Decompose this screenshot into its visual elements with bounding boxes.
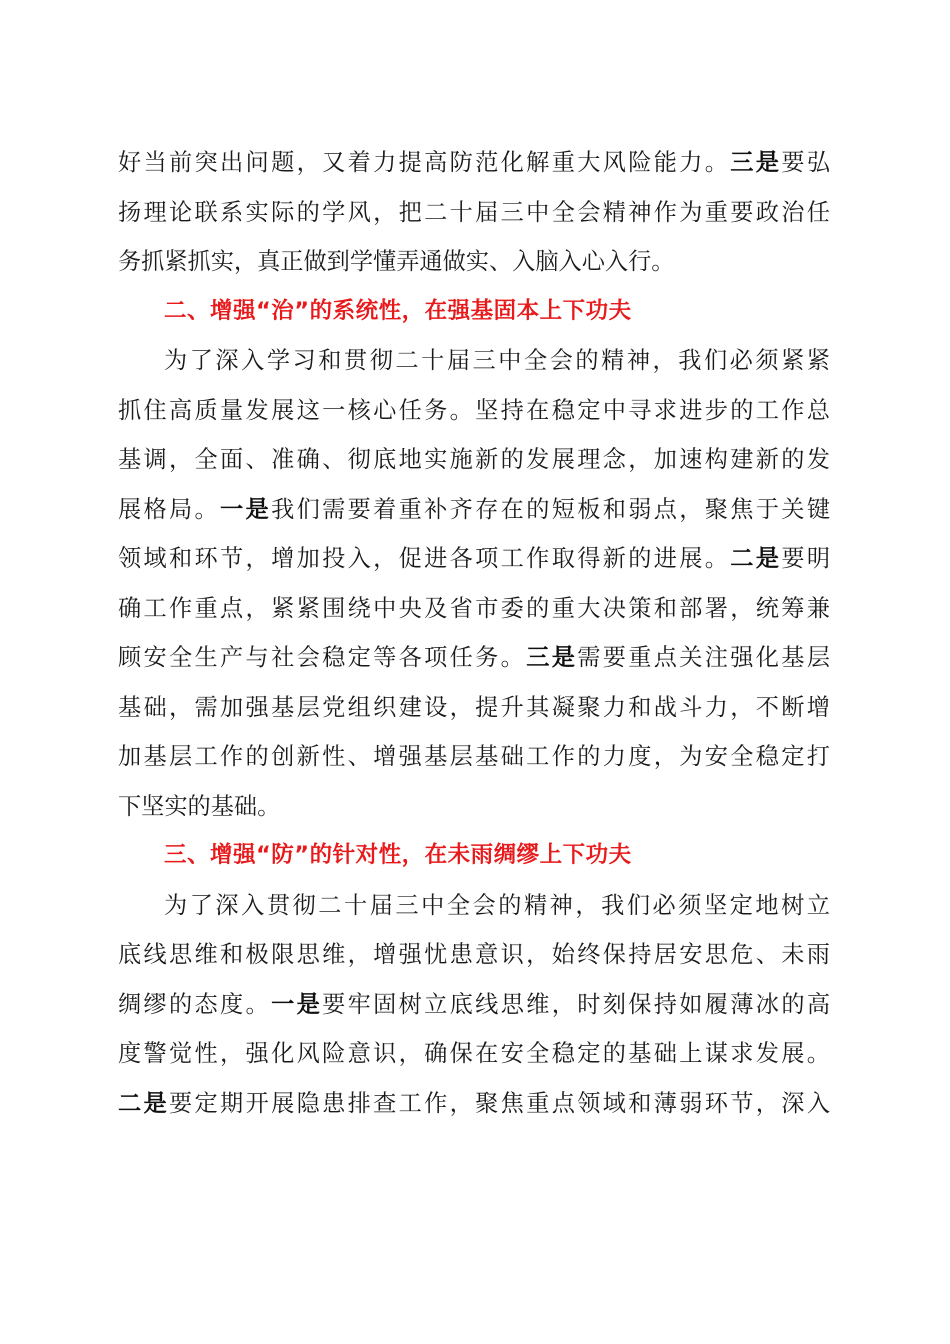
text-line [118, 1029, 830, 1079]
text-run: 为了深入贯彻二十届三中全会的精神，我们必须坚定地树立 [164, 891, 830, 919]
text-line [118, 336, 830, 386]
bold-keyword: 二是 [118, 1089, 170, 1117]
text-line [118, 584, 830, 634]
text-run: 基调，全面、准确、彻底地实施新的发展理念，加速构建新的发 [118, 446, 830, 473]
text-line [118, 881, 830, 931]
text-line [118, 237, 830, 287]
bold-keyword: 二是 [730, 545, 782, 572]
text-run: 顾安全生产与社会稳定等各项任务。 [118, 644, 527, 671]
bold-keyword: 一是 [220, 495, 272, 523]
text-line [118, 386, 830, 436]
text-line [118, 534, 830, 584]
text-line [118, 435, 830, 485]
text-run: 要牢固树立底线思维，时刻保持如履薄冰的高 [322, 990, 831, 1018]
text-run: 我们需要着重补齐存在的短板和弱点，聚焦于关键 [271, 495, 831, 523]
text-run: 确工作重点，紧紧围绕中央及省市委的重大决策和部署，统筹兼 [118, 594, 830, 622]
text-run: 抓住高质量发展这一核心任务。坚持在稳定中寻求进步的工作总 [118, 396, 830, 424]
text-line [118, 485, 830, 535]
text-line [118, 732, 830, 782]
text-line [118, 633, 830, 683]
text-run: 加基层工作的创新性、增强基层基础工作的力度，为安全稳定打 [118, 743, 830, 770]
bold-keyword: 一是 [271, 990, 323, 1018]
text-run: 务抓紧抓实，真正做到学懂弄通做实、入脑入心入行。 [118, 248, 675, 275]
text-run: 底线思维和极限思维，增强忧患意识，始终保持居安思危、未雨 [118, 941, 830, 968]
text-line [118, 1079, 830, 1129]
text-run: 度警觉性，强化风险意识，确保在安全稳定的基础上谋求发展。 [118, 1040, 830, 1067]
text-line [118, 930, 830, 980]
section-heading-2: 二、增强“治”的系统性，在强基固本上下功夫 [164, 297, 632, 324]
text-run: 基础，需加强基层党组织建设，提升其凝聚力和战斗力，不断增 [118, 693, 830, 721]
text-run: 扬理论联系实际的学风，把二十届三中全会精神作为重要政治任 [118, 198, 830, 226]
text-run: 为了深入学习和贯彻二十届三中全会的精神，我们必须紧紧 [164, 347, 830, 374]
text-run: 要明 [781, 545, 831, 572]
bold-keyword: 三是 [730, 149, 782, 176]
text-line [118, 138, 830, 188]
text-run: 要弘 [781, 149, 831, 176]
text-line [118, 980, 830, 1030]
text-line [118, 188, 830, 238]
document-body [118, 138, 830, 1128]
section-heading-3: 三、增强“防”的针对性，在未雨绸缪上下功夫 [164, 842, 632, 868]
text-run: 下坚实的基础。 [118, 792, 281, 820]
text-run: 展格局。 [118, 495, 221, 523]
text-run: 好当前突出问题，又着力提高防范化解重大风险能力。 [118, 149, 731, 176]
text-line [118, 782, 830, 832]
text-line [118, 683, 830, 733]
bold-keyword: 三是 [526, 644, 578, 671]
text-run: 领域和环节，增加投入，促进各项工作取得新的进展。 [118, 545, 731, 572]
text-run: 绸缪的态度。 [118, 990, 272, 1018]
text-run: 要定期开展隐患排查工作，聚焦重点领域和薄弱环节，深入 [169, 1089, 831, 1117]
text-run: 需要重点关注强化基层 [577, 644, 831, 671]
